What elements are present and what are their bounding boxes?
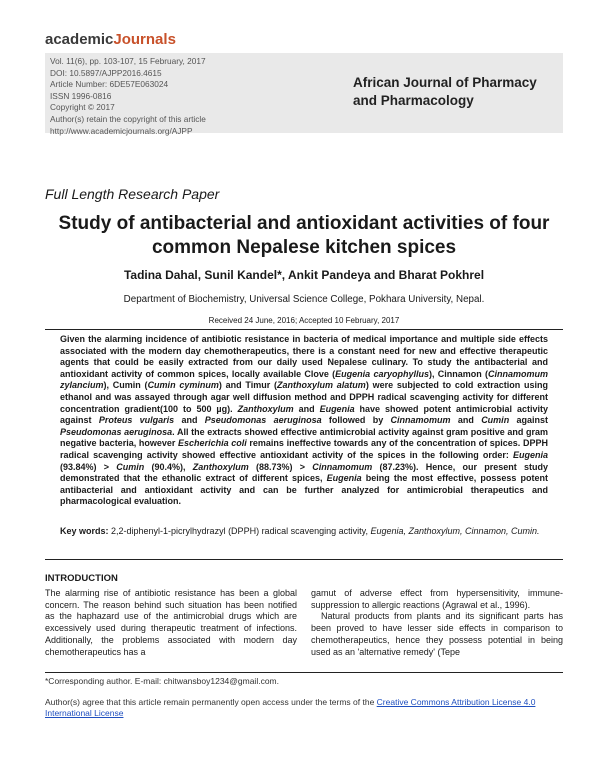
body-column-right xyxy=(311,588,563,658)
footnote-rule xyxy=(45,672,563,673)
license-note: Author(s) agree that this article remain permanently open access under the terms of the Creative Commons Attribution License 4.0 International License xyxy=(45,697,536,718)
article-metadata xyxy=(50,56,206,137)
affiliation: Department of Biochemistry, Universal Science College, Pokhara University, Nepal. xyxy=(123,294,485,305)
abstract: Given the alarming incidence of antibiotic resistance in bacteria of medical importance and multiple side effects associated with the modern day chemotherapeutics, there is a constant need for new and effective therapeutic agents that could be easily extracted from our daily used Nepalese culinary. To study the antibacterial and antioxidant activity of common spices, locally available Clove (Eugenia caryophyllus), Cinnamon (Cinnamomum zylancium), Cumin (Cumin cyminum) and Timur (Zanthoxylum alatum) were subjected to cold extraction using ethanol and was assayed through agar well diffusion method and DPPH radical scavenging activity for different concentration gradient(100 to 500 µg). Zanthoxylum and Eugenia have showed potent antimicrobial activity against Proteus vulgaris and Pseudomonas aeruginosa followed by Cinnamomum and Cumin against Pseudomonas aeruginosa. All the extracts showed effective antimicrobial activity against gram positive and gram negative bacteria, however Escherichia coli remains ineffective towards any of the concentration of spices. DPPH radical scavenging activity showed effective antioxidant activity of the spices in the following order: Eugenia (93.84%) > Cumin (90.4%), Zanthoxylum (88.73%) > Cinnamomum (87.23%). Hence, our present study demonstrated that the ethanolic extract of different spices, Eugenia being the most effective, possess potent antibacterial and antioxidant activity and can be further analyzed for antimicrobial therapeutics and pharmacological evaluation. xyxy=(60,334,549,507)
abstract-top-rule xyxy=(45,329,563,330)
logo-prefix: academic xyxy=(45,31,114,48)
journal-url[interactable]: http://www.academicjournals.org/AJPP xyxy=(50,125,193,136)
issn: ISSN 1996-0816 xyxy=(50,90,112,101)
license-link[interactable]: Creative Commons Attribution License 4.0 International License xyxy=(45,697,536,718)
author-list: Tadina Dahal, Sunil Kandel*, Ankit Pandeya and Bharat Pokhrel xyxy=(123,268,485,282)
corresponding-author-note: *Corresponding author. E-mail: chitwansboy1234@gmail.com. xyxy=(45,676,279,686)
journal-name: African Journal of Pharmacy and Pharmacology xyxy=(353,75,537,108)
intro-paragraph-1: The alarming rise of antibiotic resistance has been a global concern. The reason behind such situation has been notified as the haphazard use of the antimicrobial drugs which are excessively used during therapeutic treatment of infections. Additionally, the problems associated with modern day chemotherapeutics has a xyxy=(45,588,297,657)
copyright: Copyright © 2017 xyxy=(50,102,115,113)
article-number: Article Number: 6DE57E063024 xyxy=(50,79,169,90)
paper-title: Study of antibacterial and antioxidant activities of four common Nepalese kitchen spices xyxy=(58,213,550,258)
body-column-left xyxy=(45,588,297,658)
section-heading-introduction: INTRODUCTION xyxy=(45,573,118,584)
logo-suffix: Journals xyxy=(113,31,176,48)
paper-type: Full Length Research Paper xyxy=(45,186,220,202)
publisher-logo xyxy=(45,31,176,48)
intro-paragraph-3: Natural products from plants and its significant parts has been proved to have lesser side effects in comparison to chemotherapeutics, hence they possess potential in being used as an 'alternative remedy' (Tepe xyxy=(311,611,563,657)
keywords: Key words: 2,2-diphenyl-1-picrylhydrazyl (DPPH) radical scavenging activity, Eugenia, Zanthoxylum, Cinnamon, Cumin. xyxy=(60,526,540,536)
received-accepted-dates: Received 24 June, 2016; Accepted 10 February, 2017 xyxy=(208,316,400,325)
abstract-bottom-rule xyxy=(45,559,563,560)
copyright-note: Author(s) retain the copyright of this article xyxy=(50,113,206,124)
intro-paragraph-2: gamut of adverse effect from hypersensitivity, immune-suppression to allergic reactions (Agrawal et al., 1996). xyxy=(311,588,563,610)
doi: DOI: 10.5897/AJPP2016.4615 xyxy=(50,67,162,78)
volume-info: Vol. 11(6), pp. 103-107, 15 February, 2017 xyxy=(50,56,206,66)
